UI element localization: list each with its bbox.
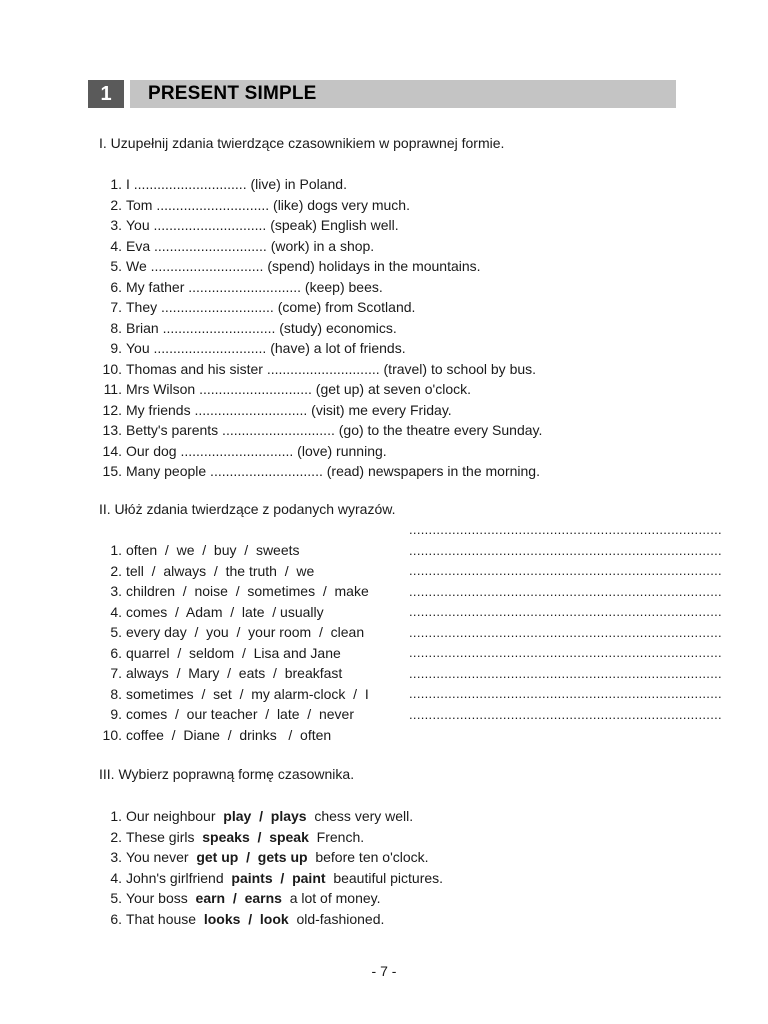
item-number: 6. bbox=[110, 644, 122, 661]
item-text: Brian ............................. (study) economics. bbox=[126, 319, 397, 336]
item-number: 5. bbox=[110, 258, 122, 274]
item-text: Betty's parents ............................. (go) to the theatre every Sunday. bbox=[126, 422, 543, 438]
section-1-title: I. Uzupełnij zdania twierdzące czasownikiem w poprawnej formie. bbox=[99, 135, 505, 151]
item-text: comes / Adam / late / usually bbox=[126, 603, 324, 620]
item-number: 7. bbox=[110, 665, 122, 681]
item-text: quarrel / seldom / Lisa and Jane bbox=[126, 644, 341, 661]
answer-line: ................................................................................ bbox=[409, 706, 722, 722]
item-number: 3. bbox=[110, 217, 122, 233]
option-separator: / bbox=[259, 808, 263, 824]
option-1: paints bbox=[231, 869, 273, 886]
item-text: Thomas and his sister ............................. (travel) to school by bus. bbox=[126, 360, 537, 377]
item-number: 5. bbox=[110, 624, 122, 640]
list-item bbox=[96, 338, 542, 359]
list-item bbox=[96, 318, 542, 339]
option-2: paint bbox=[292, 869, 326, 886]
list-item bbox=[96, 441, 542, 462]
item-number: 9. bbox=[110, 340, 122, 356]
option-separator: / bbox=[257, 828, 262, 845]
sentence-end: chess very well. bbox=[314, 808, 414, 824]
list-item bbox=[96, 215, 542, 236]
item-text: My father ............................. (keep) bees. bbox=[126, 278, 383, 295]
item-text: Many people ............................. (read) newspapers in the morning. bbox=[126, 463, 540, 479]
item-number: 13. bbox=[102, 422, 122, 438]
item-number: 8. bbox=[110, 685, 122, 702]
answer-line: ................................................................................ bbox=[409, 665, 722, 681]
option-1: play bbox=[223, 808, 252, 824]
answer-line: ................................................................................ bbox=[409, 645, 722, 660]
answer-line: ................................................................................ bbox=[409, 563, 722, 578]
item-number: 3. bbox=[110, 849, 122, 865]
option-2: look bbox=[259, 910, 289, 927]
item-text: sometimes / set / my alarm-clock / I bbox=[126, 685, 369, 702]
option-2: earns bbox=[244, 890, 282, 906]
option-separator: / bbox=[248, 910, 253, 927]
list-item bbox=[96, 195, 542, 216]
section-2-title: II. Ułóż zdania twierdzące z podanych wyrazów. bbox=[99, 501, 396, 517]
list-item bbox=[96, 420, 542, 441]
list-item bbox=[96, 379, 542, 400]
item-text: coffee / Diane / drinks / often bbox=[126, 726, 332, 743]
item-number: 15. bbox=[102, 463, 122, 479]
answer-line: ................................................................................ bbox=[409, 583, 722, 599]
option-1: earn bbox=[195, 890, 226, 906]
option-2: speak bbox=[269, 828, 309, 845]
item-number: 4. bbox=[110, 603, 122, 620]
item-text: often / we / buy / sweets bbox=[126, 542, 300, 558]
item-number: 2. bbox=[110, 196, 122, 213]
list-item bbox=[96, 704, 369, 725]
list-item bbox=[96, 602, 369, 623]
chapter-header bbox=[88, 80, 676, 108]
item-text: Eva ............................. (work) in a shop. bbox=[126, 237, 375, 254]
answer-line: ................................................................................ bbox=[409, 624, 722, 640]
list-item bbox=[96, 868, 443, 889]
list-item bbox=[96, 643, 369, 664]
item-number: 8. bbox=[110, 319, 122, 336]
sentence-start: Our neighbour bbox=[126, 808, 216, 824]
item-text: Mrs Wilson ............................. (get up) at seven o'clock. bbox=[126, 381, 471, 397]
item-text: Our dog ............................. (love) running. bbox=[126, 442, 387, 459]
section-3-title: III. Wybierz poprawną formę czasownika. bbox=[99, 766, 355, 782]
item-text: They ............................. (come) from Scotland. bbox=[126, 299, 416, 315]
list-item bbox=[96, 847, 443, 868]
item-number: 9. bbox=[110, 706, 122, 722]
item-text: I ............................. (live) in Poland. bbox=[126, 176, 347, 192]
item-text: You ............................. (have) a lot of friends. bbox=[126, 340, 406, 356]
sentence-start: You never bbox=[126, 849, 189, 865]
item-number: 10. bbox=[102, 360, 122, 377]
sentence-start: That house bbox=[126, 910, 197, 927]
item-number: 11. bbox=[103, 381, 122, 397]
list-item bbox=[96, 277, 542, 298]
item-number: 4. bbox=[110, 869, 122, 886]
list-item bbox=[96, 297, 542, 318]
item-text: We ............................. (spend) holidays in the mountains. bbox=[126, 258, 481, 274]
option-1: get up bbox=[196, 849, 239, 865]
item-text: My friends ............................. (visit) me every Friday. bbox=[126, 401, 452, 418]
item-text: every day / you / your room / clean bbox=[126, 624, 365, 640]
item-number: 1. bbox=[110, 808, 122, 824]
item-number: 14. bbox=[102, 442, 122, 459]
list-item bbox=[96, 622, 369, 643]
option-2: plays bbox=[270, 808, 307, 824]
item-number: 6. bbox=[110, 910, 122, 927]
sentence-end: a lot of money. bbox=[289, 890, 381, 906]
answer-line: ................................................................................ bbox=[409, 522, 722, 537]
list-item bbox=[96, 725, 369, 746]
item-number: 6. bbox=[110, 278, 122, 295]
item-text: Tom ............................. (like) dogs very much. bbox=[126, 196, 410, 213]
list-item bbox=[96, 256, 542, 277]
page-number: - 7 - bbox=[371, 963, 397, 979]
option-separator: / bbox=[232, 890, 237, 906]
section-2-answer-lines bbox=[409, 520, 722, 725]
item-number: 4. bbox=[110, 237, 122, 254]
answer-line: ................................................................................ bbox=[409, 542, 722, 558]
sentence-end: old-fashioned. bbox=[296, 910, 385, 927]
item-number: 7. bbox=[110, 299, 122, 315]
list-item bbox=[96, 461, 542, 482]
sentence-start: These girls bbox=[126, 828, 195, 845]
list-item bbox=[96, 561, 369, 582]
section-1-list bbox=[96, 174, 542, 482]
list-item bbox=[96, 359, 542, 380]
list-item bbox=[96, 236, 542, 257]
chapter-number: 1 bbox=[88, 80, 124, 108]
option-separator: / bbox=[280, 869, 285, 886]
section-2-list bbox=[96, 540, 369, 745]
list-item bbox=[96, 827, 443, 848]
sentence-end: French. bbox=[316, 828, 365, 845]
list-item bbox=[96, 909, 443, 930]
item-number: 10. bbox=[102, 726, 122, 743]
option-separator: / bbox=[246, 849, 250, 865]
item-number: 5. bbox=[110, 890, 122, 906]
item-number: 1. bbox=[110, 542, 122, 558]
list-item bbox=[96, 806, 443, 827]
chapter-title: PRESENT SIMPLE bbox=[130, 80, 676, 108]
item-number: 1. bbox=[110, 176, 122, 192]
option-2: gets up bbox=[257, 849, 308, 865]
answer-line: ................................................................................ bbox=[409, 604, 722, 619]
answer-line: ................................................................................ bbox=[409, 686, 722, 701]
sentence-end: before ten o'clock. bbox=[315, 849, 429, 865]
list-item bbox=[96, 684, 369, 705]
sentence-start: Your boss bbox=[126, 890, 188, 906]
item-text: always / Mary / eats / breakfast bbox=[126, 665, 343, 681]
list-item bbox=[96, 400, 542, 421]
item-number: 3. bbox=[110, 583, 122, 599]
item-text: comes / our teacher / late / never bbox=[126, 706, 354, 722]
sentence-start: John's girlfriend bbox=[126, 869, 224, 886]
item-number: 12. bbox=[102, 401, 122, 418]
item-text: You ............................. (speak) English well. bbox=[126, 217, 399, 233]
section-3-list bbox=[96, 806, 443, 929]
list-item bbox=[96, 581, 369, 602]
sentence-end: beautiful pictures. bbox=[333, 869, 444, 886]
item-text: tell / always / the truth / we bbox=[126, 562, 315, 579]
item-text: children / noise / sometimes / make bbox=[126, 583, 369, 599]
item-number: 2. bbox=[110, 828, 122, 845]
option-1: speaks bbox=[202, 828, 250, 845]
option-1: looks bbox=[203, 910, 241, 927]
list-item bbox=[96, 888, 443, 909]
list-item bbox=[96, 174, 542, 195]
list-item bbox=[96, 663, 369, 684]
list-item bbox=[96, 540, 369, 561]
item-number: 2. bbox=[110, 562, 122, 579]
